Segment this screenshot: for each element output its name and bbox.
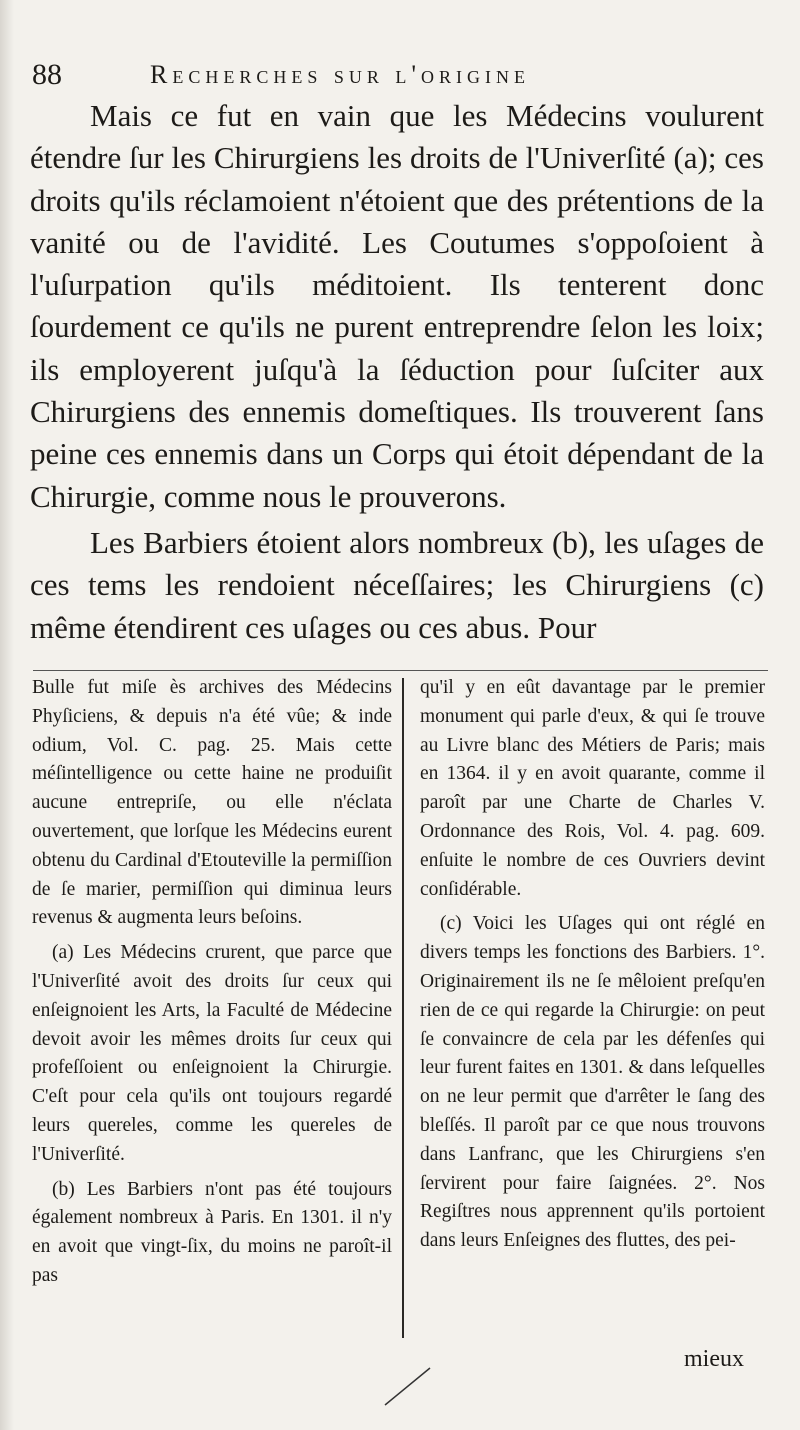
- footnotes-right-column: [420, 674, 765, 1256]
- footnotes-left-column: [32, 674, 392, 1291]
- footnote-c: (c) Voici les Uſages qui ont réglé en divers temps les fonctions des Barbiers. 1°. Originairement ils ne ſe mêloient preſqu'en rien de ce qui regarde la Chirurgie: on peut ſe convaincre de cela par les défenſes qui leur furent faites en 1301. & dans leſquelles on ne leur permit que d'arrêter le ſang des bleſſés. Il paroît par ce que nous trouvons dans Lanfranc, que les Chirurgiens s'en ſervirent pour faire ſaignées. 2°. Nos Regiſtres nous apprennent qu'ils portoient dans leurs Enſeignes des fluttes, des pei-: [420, 913, 765, 1252]
- footnote-rule: [33, 670, 768, 671]
- footnote-a: (a) Les Médecins crurent, que parce que l'Univerſité avoit des droits ſur ceux qui enſeignoient les Arts, la Faculté de Médecine devoit avoir les mêmes droits ſur ceux qui profeſſoient ou enſeignoient la Chirurgie. C'eſt pour cela qu'ils ont toujours regardé leurs quereles, comme les quereles de l'Univerſité.: [32, 942, 392, 1165]
- pen-stroke-mark: [380, 1360, 440, 1410]
- running-title: Recherches sur l'origine: [150, 60, 531, 89]
- column-divider: [402, 678, 404, 1338]
- body-paragraph: Mais ce fut en vain que les Médecins voulurent étendre ſur les Chirurgiens les droits de l'Univerſité (a); ces droits qu'ils réclamoient n'étoient que des prétentions de la vanité ou de l'avidité. Les Coutumes s'oppoſoient à l'uſurpation qu'ils méditoient. Ils tenterent donc ſourdement ce qu'ils ne purent entreprendre ſelon les loix; ils employerent juſqu'à la ſéduction pour ſuſciter aux Chirurgiens des ennemis domeſtiques. Ils trouverent ſans peine ces ennemis dans un Corps qui étoit dépendant de la Chirurgie, comme nous le prouverons.: [30, 98, 764, 514]
- page-header: [32, 58, 772, 98]
- body-paragraph: Les Barbiers étoient alors nombreux (b), les uſages de ces tems les rendoient néceſſaires; les Chirurgiens (c) même étendirent ces uſages ou ces abus. Pour: [30, 524, 764, 645]
- catchword: mieux: [684, 1346, 744, 1372]
- footnote-b-continued: qu'il y en eût davantage par le premier monument qui parle d'eux, & qui ſe trouve au Livre blanc des Métiers de Paris; mais en 1364. il y en avoit quarante, comme il paroît par une Charte de Charles V. Ordonnance des Rois, Vol. 4. pag. 609. enſuite le nombre de ces Ouvriers devint conſidérable.: [420, 677, 765, 900]
- main-text-block: [30, 95, 764, 649]
- footnote-b: (b) Les Barbiers n'ont pas été toujours également nombreux à Paris. En 1301. il n'y en avoit que vingt-ſix, du moins ne paroît-il pas: [32, 1178, 392, 1286]
- footnote-continuation: Bulle fut miſe ès archives des Médecins Phyſiciens, & depuis n'a été vûe; & inde odium, Vol. C. pag. 25. Mais cette méſintelligence ou cette haine ne produiſit aucune entrepriſe, ou elle n'éclata ouvertement, que lorſque les Médecins eurent obtenu du Cardinal d'Etouteville la permiſſion de ſe marier, permiſſion qui diminua leurs revenus & augmenta leurs beſoins.: [32, 677, 392, 929]
- page-gutter-shadow: [0, 0, 14, 1430]
- page-number: 88: [32, 58, 62, 91]
